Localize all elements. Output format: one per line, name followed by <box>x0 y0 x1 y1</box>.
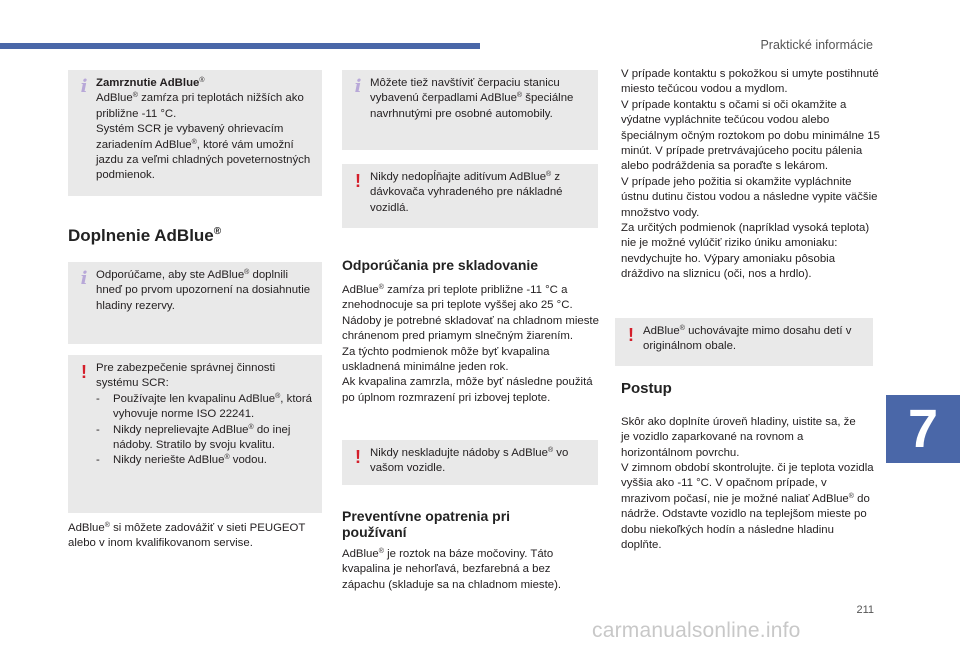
info-icon: i <box>80 268 88 289</box>
list-item: - Nikdy neprelievajte AdBlue® do inej nádoby. Stratilo by svoju kvalitu. <box>96 423 316 454</box>
warning-icon: ! <box>81 362 87 382</box>
warning-box-vehicle: ! Nikdy neskladujte nádoby s AdBlue® vo vašom vozidle. <box>342 440 598 485</box>
storage-text: AdBlue® zamŕza pri teplote približne -11 °C a znehodnocuje sa pri teplote vyššej ako 25 °C. Nádoby je potrebné skladovať na chladnom mieste chránenom pred priamym slnečným žiarením. Za týchto podmienok môže byť kvapalina uskladnená minimálne jeden rok. Ak kvapalina zamrzla, môže byť následne použitá po úplnom rozmrazení pri izbovej teplote. <box>342 284 599 404</box>
procedure-text-1: Skôr ako doplníte úroveň hladiny, uistite sa, že je vozidlo zaparkované na rovnom a horizontálnom povrchu. <box>621 416 856 459</box>
warning-icon: ! <box>355 171 361 191</box>
warning-icon: ! <box>628 325 634 345</box>
warning-icon: ! <box>355 447 361 467</box>
scr-list <box>96 392 316 469</box>
list-item: - Nikdy neriešte AdBlue® vodou. <box>96 453 316 468</box>
info-icon: i <box>80 76 88 97</box>
section-title: Praktické informácie <box>760 38 873 52</box>
procedure-heading: Postup <box>621 380 672 397</box>
warning-box-additive: ! Nikdy nedopĺňajte aditívum AdBlue® z dávkovača vyhradeného pre nákladné vozidlá. <box>342 164 598 228</box>
info-box-freeze: i Zamrznutie AdBlue® AdBlue® zamŕza pri teplotách nižších ako približne -11 °C. Systém SCR je vybavený ohrievacím zariadením AdBlue®, ktoré vám umožní jazdu za veľmi chladných poveternostných podmienok. <box>68 70 322 196</box>
info-box-reserve: i Odporúčame, aby ste AdBlue® doplnili hneď po prvom upozornení na dosiahnutie hladiny rezervy. <box>68 262 322 344</box>
top-accent-bar <box>0 43 480 49</box>
footer-text: AdBlue® si môžete zadovážiť v sieti PEUGEOT alebo v inom kvalifikovanom servise. <box>68 522 306 550</box>
precautions-heading: Preventívne opatrenia pri používaní <box>342 508 511 540</box>
warning-box-children: ! AdBlue® uchovávajte mimo dosahu detí v originálnom obale. <box>615 318 873 366</box>
precautions-text: AdBlue® je roztok na báze močoviny. Táto kvapalina je nehorľavá, bezfarebná a bez zápachu (skladuje sa na chladnom mieste). <box>342 548 562 591</box>
chapter-tab: 7 <box>886 395 960 463</box>
warning-box-scr: ! Pre zabezpečenie správnej činnosti systému SCR: - Používajte len kvapalinu AdBlue®, ktorá vyhovuje norme ISO 22241. - Nikdy neprelievajte AdBlue® do inej nádoby. Stratilo by svoju kvalitu. - Nikdy neriešte AdBlue® vodou. <box>68 355 322 513</box>
info-box-station: i Môžete tiež navštíviť čerpaciu stanicu vybavenú čerpadlami AdBlue® špeciálne navrhnutými pre osobné automobily. <box>342 70 598 150</box>
box-title: Zamrznutie AdBlue <box>96 77 200 89</box>
page-number: 211 <box>856 604 874 616</box>
list-item: - Používajte len kvapalinu AdBlue®, ktorá vyhovuje norme ISO 22241. <box>96 392 316 423</box>
section-heading-refill: Doplnenie AdBlue® <box>68 226 222 245</box>
info-icon: i <box>354 76 362 97</box>
watermark: carmanualsonline.info <box>592 619 801 642</box>
contact-text: V prípade kontaktu s pokožkou si umyte postihnuté miesto tečúcou vodou a mydlom. V prípade kontaktu s očami si oči okamžite a výdatne vypláchnite tečúcou vodou alebo špeciálnym očným roztokom po dobu minimálne 15 minút. V prípade pretrvávajúceho pocitu pálenia alebo podráždenia sa poraďte s lekárom. V prípade jeho požitia si okamžite vypláchnite ústnu dutinu čistou vodou a následne vypite väčšie množstvo vody. Za určitých podmienok (napríklad vysoká teplota) nie je možné vylúčiť riziko úniku amoniaku: nevdychujte ho. Výpary amoniaku pôsobia dráždivo na sliznicu (oči, nos a hrdlo). <box>621 68 880 281</box>
procedure-text-2: V zimnom období skontrolujte. či je teplota vozidla vyššia ako -11 °C. V opačnom prípade, v mrazivom počasí, nie je možné naliať AdBlue® do nádrže. Odstavte vozidlo na teplejšom mieste po dobu niekoľkých hodín a následne hladinu doplňte. <box>621 462 874 552</box>
storage-heading: Odporúčania pre skladovanie <box>342 257 539 273</box>
